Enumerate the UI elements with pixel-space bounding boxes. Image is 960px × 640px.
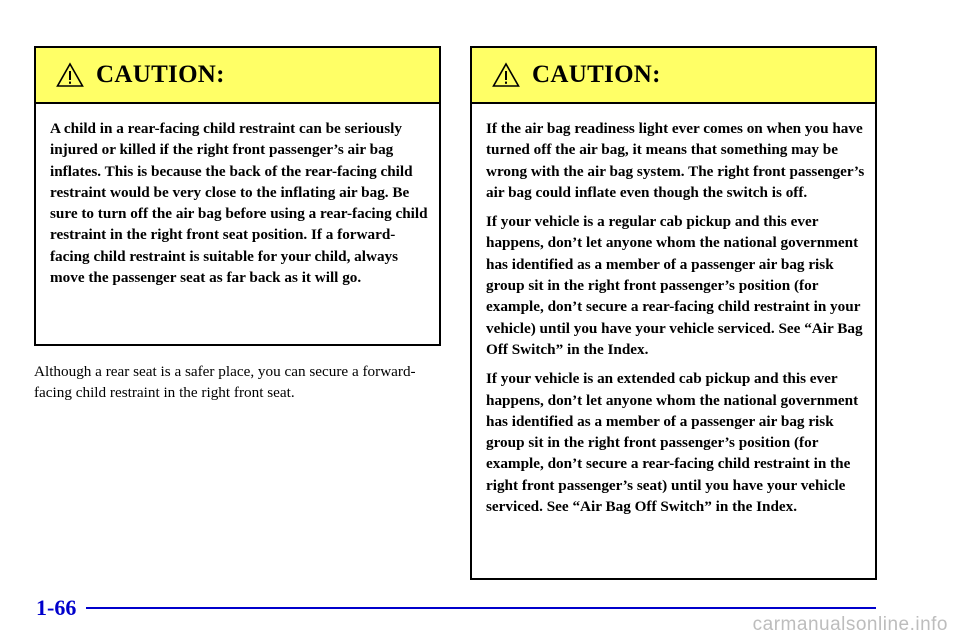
caution-header-left bbox=[36, 48, 439, 104]
caution-box-right bbox=[470, 46, 877, 580]
caution-body-left bbox=[36, 104, 439, 288]
caution-title: CAUTION: bbox=[532, 61, 661, 88]
caution-paragraph: If the air bag readiness light ever comes on when you have turned off the air bag, it means that something may be wrong with the air bag system. The right front passenger’s air bag could inflate even though the switch is off. bbox=[486, 120, 865, 201]
caution-box-left bbox=[34, 46, 441, 346]
caution-paragraph: A child in a rear-facing child restraint can be seriously injured or killed if the right front passenger’s air bag inflates. This is because the back of the rear-facing child restraint would be very close to the inflating air bag. Be sure to turn off the air bag before using a rear-facing child restraint in the right front seat position. If a forward-facing child restraint is suitable for your child, always move the passenger seat as far back as it will go. bbox=[50, 120, 428, 287]
body-text-paragraph: Although a rear seat is a safer place, you can secure a forward-facing child restraint in the right front seat. bbox=[34, 363, 416, 401]
caution-body-right bbox=[472, 104, 875, 517]
caution-header-right bbox=[472, 48, 875, 104]
page-number: 1-66 bbox=[36, 595, 77, 620]
caution-paragraph: If your vehicle is an extended cab pickup and this ever happens, don’t let anyone whom the national government has identified as a member of a passenger air bag risk group sit in the right front passenger’s position (for example, don’t secure a rear-facing child restraint in the right front passenger’s seat) until you have your vehicle serviced. See “Air Bag Off Switch” in the Index. bbox=[486, 370, 859, 516]
warning-triangle-icon bbox=[56, 62, 84, 88]
warning-triangle-icon bbox=[492, 62, 520, 88]
watermark-text: carmanualsonline.info bbox=[752, 614, 948, 635]
caution-title: CAUTION: bbox=[96, 61, 225, 88]
footer-rule bbox=[86, 607, 876, 609]
caution-paragraph: If your vehicle is a regular cab pickup and this ever happens, don’t let anyone whom the national government has identified as a member of a passenger air bag risk group sit in the right front passenger’s position (for example, don’t secure a rear-facing child restraint in your vehicle) until you have your vehicle serviced. See “Air Bag Off Switch” in the Index. bbox=[486, 213, 863, 358]
